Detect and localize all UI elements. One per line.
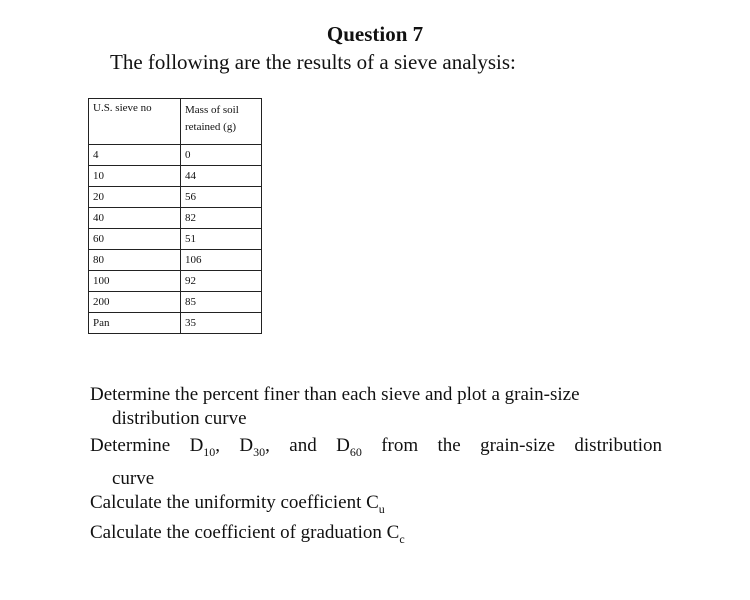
task-determine-d-values (90, 431, 662, 467)
header-mass-line2: retained (g) (185, 121, 236, 133)
sieve-cell: 20 (89, 187, 181, 208)
task-d-line2: curve (112, 467, 155, 489)
task-percent-finer-line1: Determine the percent finer than each sieve and plot a grain-size (90, 384, 580, 405)
sieve-cell: 40 (89, 208, 181, 229)
header-mass-line1: Mass of soil (185, 104, 239, 116)
table-row (89, 187, 262, 208)
task-percent-finer (90, 383, 662, 431)
table-row (89, 313, 262, 334)
question-title: Question 7 (326, 22, 424, 46)
table-row (89, 166, 262, 187)
mass-cell: 35 (181, 313, 262, 334)
header-mass-retained (181, 99, 262, 145)
sieve-cell: 80 (89, 250, 181, 271)
header-sieve-number: U.S. sieve no (89, 99, 181, 145)
task-d10-sub: 10 (203, 444, 216, 459)
sieve-cell: 100 (89, 271, 181, 292)
mass-cell: 82 (181, 208, 262, 229)
mass-cell: 106 (181, 250, 262, 271)
task-uniformity-coefficient (90, 491, 662, 521)
task-cc-sub: c (399, 531, 405, 546)
mass-cell: 51 (181, 229, 262, 250)
task-cu-sub: u (378, 501, 385, 516)
mass-cell: 92 (181, 271, 262, 292)
sieve-cell: 60 (89, 229, 181, 250)
sieve-cell: 10 (89, 166, 181, 187)
task-d-sep1: , D (215, 435, 254, 456)
task-d-suffix: from the grain-size distribution (361, 435, 663, 456)
table-header-row (89, 99, 262, 145)
table-row (89, 250, 262, 271)
task-cc-text: Calculate the coefficient of graduation C (90, 521, 400, 543)
table-row (89, 145, 262, 166)
mass-cell: 0 (181, 145, 262, 166)
task-d-sep2: , and D (265, 435, 350, 456)
table-row (89, 208, 262, 229)
task-determine-d-line2 (90, 467, 662, 491)
question-intro: The following are the results of a sieve analysis: (110, 50, 516, 74)
table-row (89, 292, 262, 313)
task-cu-text: Calculate the uniformity coefficient C (90, 491, 379, 513)
mass-cell: 56 (181, 187, 262, 208)
task-d60-sub: 60 (349, 444, 362, 459)
sieve-cell: Pan (89, 313, 181, 334)
sieve-cell: 4 (89, 145, 181, 166)
task-percent-finer-line2: distribution curve (112, 408, 247, 429)
sieve-cell: 200 (89, 292, 181, 313)
table-row (89, 229, 262, 250)
task-list (90, 383, 662, 550)
mass-cell: 85 (181, 292, 262, 313)
mass-cell: 44 (181, 166, 262, 187)
task-d30-sub: 30 (253, 444, 266, 459)
table-row (89, 271, 262, 292)
task-d-prefix: Determine D (90, 435, 204, 456)
task-coefficient-graduation (90, 521, 662, 551)
sieve-analysis-table (88, 98, 262, 334)
